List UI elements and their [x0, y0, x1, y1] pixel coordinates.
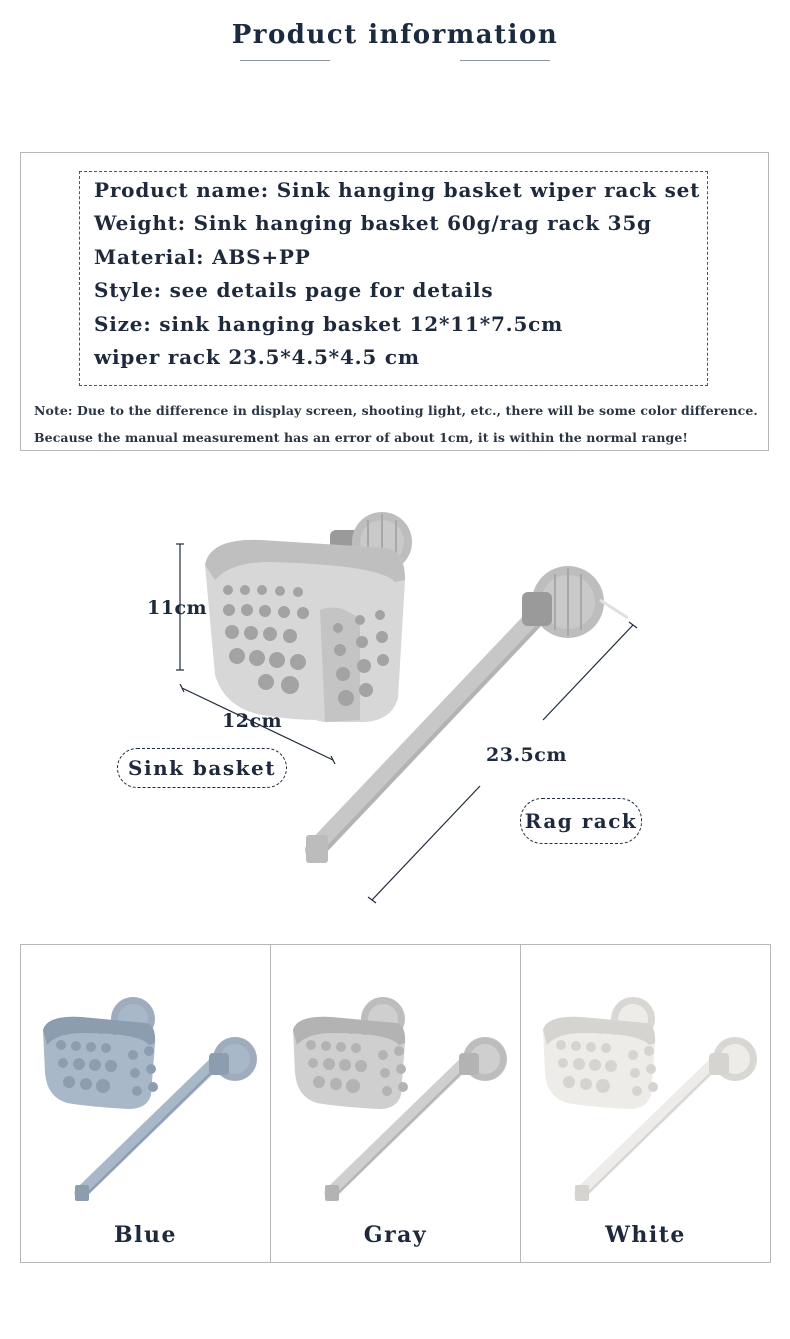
- color-variant-gray: [271, 945, 521, 1262]
- dimension-diagram: [0, 470, 790, 930]
- height-dimension-label: 11cm: [147, 597, 208, 619]
- note-measurement-error: Because the manual measurement has an error of about 1cm, it is within the normal range!: [34, 430, 689, 445]
- blue-product-image: [21, 945, 271, 1215]
- product-dimension-illustration: [0, 470, 790, 930]
- title-underline-left: [240, 60, 330, 61]
- spec-size-rack: wiper rack 23.5*4.5*4.5 cm: [94, 345, 420, 369]
- spec-material: Material: ABS+PP: [94, 245, 311, 269]
- spec-product-name: Product name: Sink hanging basket wiper rack set: [94, 178, 701, 202]
- color-label-white: White: [605, 1222, 686, 1248]
- gray-product-image: [271, 945, 521, 1215]
- color-variant-blue: [21, 945, 271, 1262]
- length-dimension-label: 23.5cm: [486, 744, 567, 766]
- color-variants-grid: [20, 944, 771, 1263]
- color-variant-white: [521, 945, 770, 1262]
- spec-style: Style: see details page for details: [94, 278, 494, 302]
- white-product-image: [521, 945, 771, 1215]
- spec-weight: Weight: Sink hanging basket 60g/rag rack 35g: [94, 211, 652, 235]
- title-underline-right: [460, 60, 550, 61]
- page-title: Product information: [231, 20, 559, 50]
- product-info-box: [20, 152, 769, 451]
- product-specs-frame: [79, 171, 708, 386]
- rag-rack-label: Rag rack: [520, 798, 642, 844]
- note-color-difference: Note: Due to the difference in display screen, shooting light, etc., there will be some color difference.: [34, 403, 758, 418]
- color-label-blue: Blue: [114, 1222, 177, 1248]
- sink-basket-image: [205, 540, 405, 722]
- sink-basket-label: Sink basket: [117, 748, 287, 788]
- color-label-gray: Gray: [363, 1222, 428, 1248]
- width-dimension-label: 12cm: [222, 710, 283, 732]
- spec-size-basket: Size: sink hanging basket 12*11*7.5cm: [94, 312, 564, 336]
